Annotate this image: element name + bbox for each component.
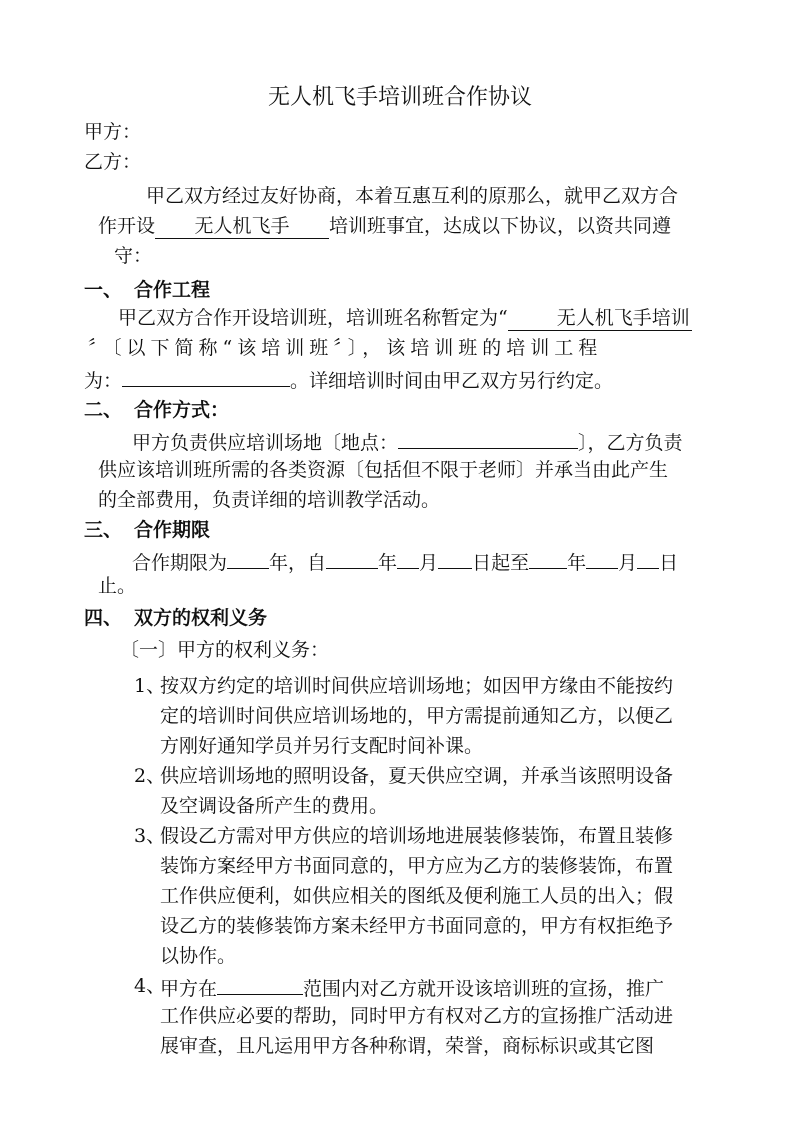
- item-3-line-4: 设乙方的装修装饰方案未经甲方书面同意的，甲方有权拒绝予: [160, 915, 674, 937]
- section-2-line-2: 供应该培训班所需的各类资源〔包括但不限于老师〕并承当由此产生: [98, 459, 669, 481]
- party-a-label: 甲方：: [84, 121, 142, 143]
- section-1-line-1-pre: 甲乙双方合作开设培训班，培训班名称暂定为“: [118, 307, 508, 329]
- section-3-line-1: [132, 548, 678, 572]
- item-2-line-2: 及空调设备所产生的费用。: [160, 795, 389, 817]
- start-month-blank[interactable]: [397, 548, 419, 569]
- item-4-line-2: 工作供应必要的帮助，同时甲方有权对乙方的宣扬推广活动进: [160, 1005, 674, 1027]
- start-day-blank[interactable]: [438, 548, 472, 569]
- period-text-a: 合作期限为: [132, 552, 228, 574]
- item-1-number: 1、: [134, 675, 166, 697]
- item-4-number: 4、: [134, 975, 166, 997]
- promotion-scope-blank[interactable]: [217, 974, 303, 995]
- venue-address-blank[interactable]: [398, 428, 578, 449]
- intro-line-2-pre: 作开设: [98, 215, 156, 237]
- item-3-line-5: 以协作。: [160, 945, 237, 967]
- document-title: 无人机飞手培训班合作协议: [267, 85, 532, 110]
- intro-line-3: 守：: [114, 245, 153, 267]
- end-year-blank[interactable]: [529, 548, 567, 569]
- section-4-title: 双方的权利义务: [134, 607, 268, 629]
- party-b-label: 乙方：: [84, 151, 142, 173]
- section-1-line-2: 〞〔以下简称“该培训班〞〕，该培训班的培训工程: [88, 337, 603, 359]
- period-text-d: 月: [419, 552, 439, 574]
- section-3-title: 合作期限: [134, 519, 211, 541]
- section-2-line-1-post: 〕，乙方负责: [578, 432, 683, 454]
- period-text-b: 年，自: [269, 552, 327, 574]
- item-4-line-1: [160, 974, 664, 998]
- item-3-line-2: 装饰方案经甲方书面同意的，甲方应为乙方的装修装饰，布置: [160, 855, 674, 877]
- item-2-number: 2、: [134, 765, 166, 787]
- section-3-number: 三、: [84, 519, 123, 541]
- end-month-blank[interactable]: [586, 548, 618, 569]
- section-1-title: 合作工程: [134, 279, 211, 301]
- period-text-f: 年: [567, 552, 587, 574]
- item-3-line-1: 假设乙方需对甲方供应的培训场地进展装修装饰，布置且装修: [160, 825, 674, 847]
- section-1-line-3-post: 。详细培训时间由甲乙双方另行约定。: [290, 370, 614, 392]
- section-3-line-2: 止。: [98, 575, 137, 597]
- training-items-blank[interactable]: [122, 366, 290, 387]
- section-2-line-3: 的全部费用，负责详细的培训教学活动。: [98, 489, 441, 511]
- item-3-number: 3、: [134, 825, 166, 847]
- training-name-fill: 无人机飞手培训: [508, 306, 692, 331]
- section-3-heading: [84, 518, 210, 542]
- item-4-line-1-post: 范围内对乙方就开设该培训班的宣扬，推广: [303, 978, 665, 1000]
- intro-line-2: [98, 214, 671, 238]
- section-1-line-3-pre: 为：: [84, 370, 123, 392]
- section-2-title: 合作方式：: [134, 399, 230, 421]
- section-1-heading: [84, 278, 210, 302]
- item-4-line-3: 展审查，且凡运用甲方各种称谓，荣誉，商标标识或其它图: [160, 1035, 655, 1057]
- item-1-line-3: 方刚好通知学员并另行支配时间补课。: [160, 735, 484, 757]
- item-1-line-1: 按双方约定的培训时间供应培训场地；如因甲方缘由不能按约: [160, 675, 674, 697]
- end-day-blank[interactable]: [637, 548, 659, 569]
- section-2-number: 二、: [84, 399, 123, 421]
- section-1-number: 一、: [84, 279, 123, 301]
- period-years-blank[interactable]: [227, 548, 269, 569]
- start-year-blank[interactable]: [326, 548, 378, 569]
- item-3-line-3: 工作供应便利，如供应相关的图纸及便利施工人员的出入；假: [160, 885, 674, 907]
- section-4-number: 四、: [84, 607, 123, 629]
- period-text-c: 年: [378, 552, 398, 574]
- period-text-e: 日起至: [472, 552, 530, 574]
- intro-line-1: 甲乙双方经过友好协商，本着互惠互利的原那么，就甲乙双方合: [146, 185, 679, 207]
- item-2-line-1: 供应培训场地的照明设备，夏天供应空调，并承当该照明设备: [160, 765, 674, 787]
- item-1-line-2: 定的培训时间供应培训场地的，甲方需提前通知乙方，以便乙: [160, 705, 674, 727]
- subsection-1-heading: 〔一〕甲方的权利义务：: [120, 639, 330, 661]
- section-2-line-1-pre: 甲方负责供应培训场地〔地点：: [132, 432, 399, 454]
- section-1-line-3: [84, 366, 613, 390]
- course-name-fill: 无人机飞手: [155, 214, 329, 239]
- item-4-line-1-pre: 甲方在: [160, 978, 218, 1000]
- intro-line-2-post: 培训班事宜，达成以下协议，以资共同遵: [329, 215, 672, 237]
- section-4-heading: [84, 606, 267, 630]
- period-text-g: 月: [618, 552, 638, 574]
- period-text-h: 日: [659, 552, 679, 574]
- section-2-line-1: [132, 428, 683, 452]
- section-1-line-1: [118, 306, 692, 330]
- section-2-heading: [84, 398, 229, 422]
